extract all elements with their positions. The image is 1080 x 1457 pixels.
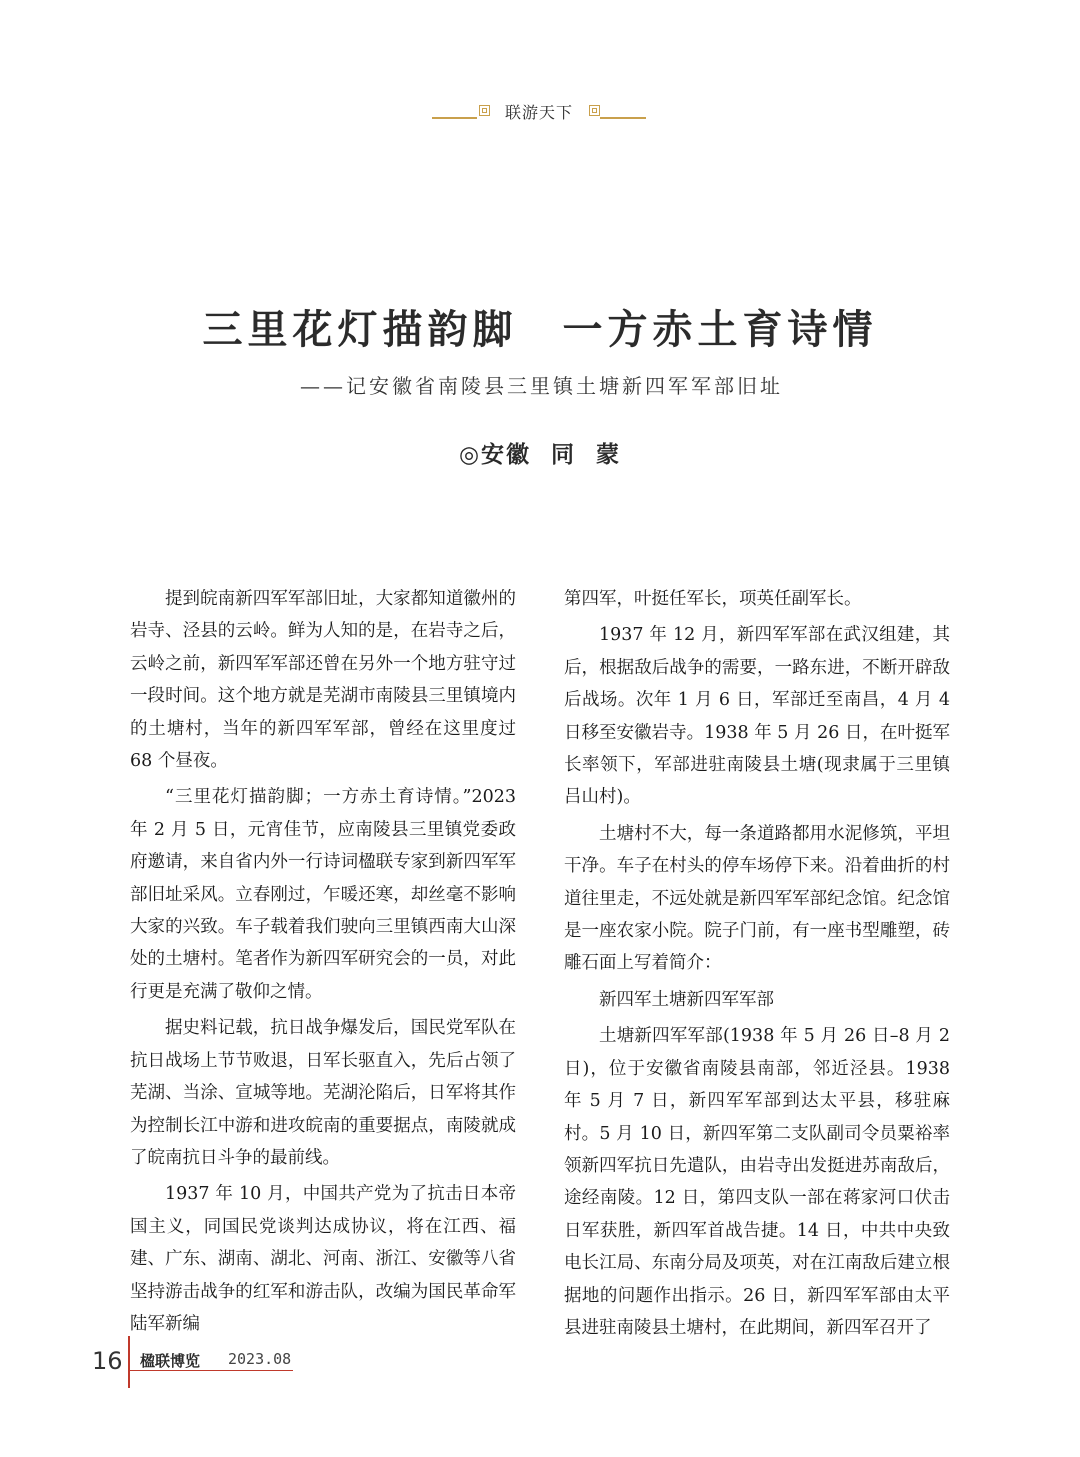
paragraph: 提到皖南新四军军部旧址，大家都知道徽州的岩寺、泾县的云岭。鲜为人知的是，在岩寺之后，云岭之前，新四军军部还曾在另外一个地方驻守过一段时间。这个地方就是芜湖市南陵县三里镇境内的土塘村，当年的新四军军部，曾经在这里度过 68 个昼夜。 [130, 589, 516, 772]
footer-underline [130, 1370, 293, 1371]
paragraph: 1937 年 10 月，中国共产党为了抗击日本帝国主义，同国民党谈判达成协议，将在江西、福建、广东、湖南、湖北、河南、浙江、安徽等八省坚持游击战争的红军和游击队，改编为国民革命军陆军新编 [130, 1184, 516, 1334]
issue-date: 2023.08 [228, 1350, 292, 1368]
header-rule-right [600, 117, 646, 119]
author-prefix: ◎安徽 [458, 441, 532, 468]
paragraph: 1937 年 12 月，新四军军部在武汉组建，其后，根据敌后战争的需要，一路东进，不断开辟敌后战场。次年 1 月 6 日，军部迁至南昌，4 月 4 日移至安徽岩寺。1938 年 5 月 26 日，在叶挺军长率领下，军部进驻南陵县土塘(现隶属于三里镇吕山村)。 [564, 625, 950, 808]
paragraph: 土塘村不大，每一条道路都用水泥修筑，平坦干净。车子在村头的停车场停下来。沿着曲折的村道往里走，不远处就是新四军军部纪念馆。纪念馆是一座农家小院。院子门前，有一座书型雕塑，砖雕石面上写着简介： [564, 823, 950, 974]
section-header [0, 98, 1080, 128]
author-name-2: 蒙 [596, 441, 622, 468]
plaque-heading: 新四军土塘新四军军部 [599, 989, 774, 1010]
author-name-1: 同 [551, 441, 577, 468]
author-line [0, 436, 1080, 469]
section-label: 联游天下 [504, 103, 573, 122]
article-title: 三里花灯描韵脚 一方赤土育诗情 [202, 307, 878, 353]
paragraph: “三里花灯描韵脚；一方赤土育诗情。”2023 年 2 月 5 日，元宵佳节，应南陵县三里镇党委政府邀请，来自省内外一行诗词楹联专家到新四军军部旧址采风。立春刚过，乍暖还寒，却丝毫不影响大家的兴致。车子载着我们驶向三里镇西南大山深处的土塘村。笔者作为新四军研究会的一员，对此行更是充满了敬仰之情。 [130, 787, 516, 1002]
right-column [564, 583, 950, 1344]
page-footer [0, 1336, 1080, 1396]
footer-divider [128, 1336, 130, 1388]
paragraph: 第四军，叶挺任军长，项英任副军长。 [564, 589, 862, 609]
left-column [130, 583, 516, 1340]
header-ornament-right-icon [589, 105, 600, 116]
page-number: 16 [92, 1347, 123, 1375]
header-ornament-left-icon [479, 105, 490, 116]
header-rule-left [432, 117, 477, 119]
paragraph: 土塘新四军军部(1938 年 5 月 26 日–8 月 2 日)，位于安徽省南陵县南部，邻近泾县。1938 年 5 月 7 日，新四军军部到达太平县，移驻麻村。5 月 10 日，新四军第二支队副司令员粟裕率领新四军抗日先遣队，由岩寺出发挺进苏南敌后，途经南陵。12 日，第四支队一部在蒋家河口伏击日军获胜，新四军首战告捷。14 日，中共中央致电长江局、东南分局及项英，对在江南敌后建立根据地的问题作出指示。26 日，新四军军部由太平县进驻南陵县土塘村，在此期间，新四军召开了 [564, 1026, 950, 1338]
article-subtitle: ——记安徽省南陵县三里镇土塘新四军军部旧址 [300, 374, 783, 398]
paragraph: 据史料记载，抗日战争爆发后，国民党军队在抗日战场上节节败退，日军长驱直入，先后占领了芜湖、当涂、宣城等地。芜湖沦陷后，日军将其作为控制长江中游和进攻皖南的重要据点，南陵就成了皖南抗日斗争的最前线。 [130, 1018, 516, 1168]
magazine-name: 楹联博览 [140, 1352, 201, 1370]
